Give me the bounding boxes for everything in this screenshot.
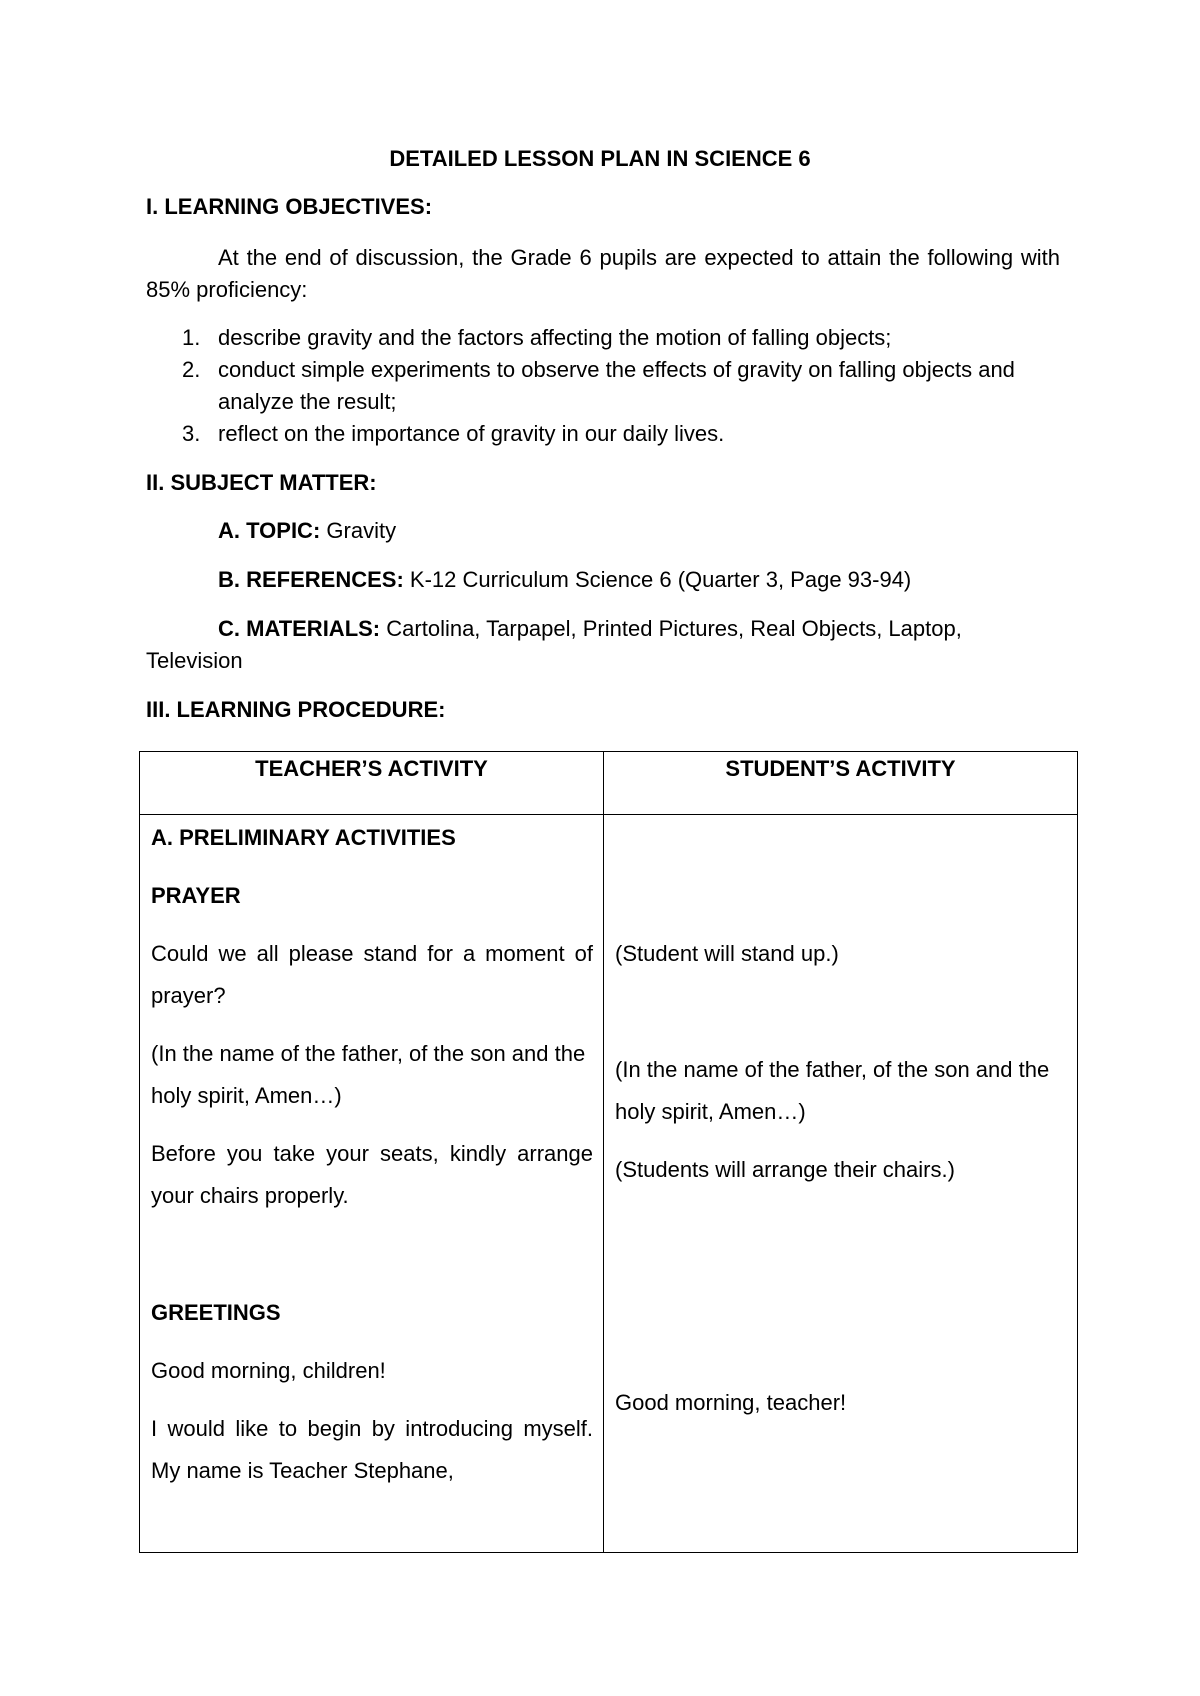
list-item: [146, 354, 1060, 418]
student-good-morning: Good morning, teacher!: [615, 1390, 847, 1415]
table-row: [140, 815, 1078, 1553]
references-line: [146, 564, 1060, 596]
student-stand: (Student will stand up.): [615, 941, 839, 966]
materials-line: [146, 613, 1060, 677]
prayer-heading: PRAYER: [151, 883, 241, 908]
teacher-prayer-ask: Could we all please stand for a moment of prayer?: [151, 941, 593, 1008]
list-number: 2.: [182, 357, 201, 382]
student-prayer-text: (In the name of the father, of the son and the holy spirit, Amen…): [615, 1057, 1050, 1124]
materials-label: C. MATERIALS:: [218, 616, 381, 641]
section-heading-procedure: III. LEARNING PROCEDURE:: [146, 697, 446, 722]
topic-value: Gravity: [326, 518, 397, 543]
references-label: B. REFERENCES:: [218, 567, 404, 592]
procedure-table: [139, 751, 1078, 1553]
objectives-intro-text: At the end of discussion, the Grade 6 pupils are expected to attain the following with 85% proficiency:: [146, 245, 1060, 302]
header-teacher-activity: TEACHER’S ACTIVITY: [140, 752, 604, 815]
table-header-row: [140, 752, 1078, 815]
student-activity-cell: [604, 815, 1078, 1553]
teacher-activity-cell: [140, 815, 604, 1553]
list-number: 3.: [182, 421, 201, 446]
section-heading-objectives: I. LEARNING OBJECTIVES:: [146, 194, 433, 219]
topic-label: A. TOPIC:: [218, 518, 321, 543]
section-heading-subject-matter: II. SUBJECT MATTER:: [146, 470, 377, 495]
preliminary-heading: A. PRELIMINARY ACTIVITIES: [151, 825, 456, 850]
list-item-text: describe gravity and the factors affecting the motion of falling objects;: [218, 325, 892, 350]
teacher-seats-instruction: Before you take your seats, kindly arrange your chairs properly.: [151, 1141, 593, 1208]
references-value: K-12 Curriculum Science 6 (Quarter 3, Page 93-94): [409, 567, 912, 592]
list-item: [146, 418, 1060, 450]
topic-line: [146, 515, 1060, 547]
student-arrange: (Students will arrange their chairs.): [615, 1157, 955, 1182]
objectives-intro: [146, 242, 1060, 306]
materials-value: Cartolina, Tarpapel, Printed Pictures, Real Objects, Laptop, Television: [146, 616, 962, 673]
list-item-text: conduct simple experiments to observe the effects of gravity on falling objects and analyze the result;: [218, 357, 1015, 414]
teacher-good-morning: Good morning, children!: [151, 1358, 386, 1383]
teacher-introduction: I would like to begin by introducing myself. My name is Teacher Stephane,: [151, 1416, 593, 1483]
greetings-heading: GREETINGS: [151, 1300, 281, 1325]
header-student-activity: STUDENT’S ACTIVITY: [604, 752, 1078, 815]
teacher-prayer-text: (In the name of the father, of the son and the holy spirit, Amen…): [151, 1041, 586, 1108]
list-item-text: reflect on the importance of gravity in our daily lives.: [218, 421, 725, 446]
list-item: [146, 322, 1060, 354]
page-title: DETAILED LESSON PLAN IN SCIENCE 6: [389, 146, 811, 171]
list-number: 1.: [182, 325, 201, 350]
objectives-list: [146, 322, 1060, 450]
